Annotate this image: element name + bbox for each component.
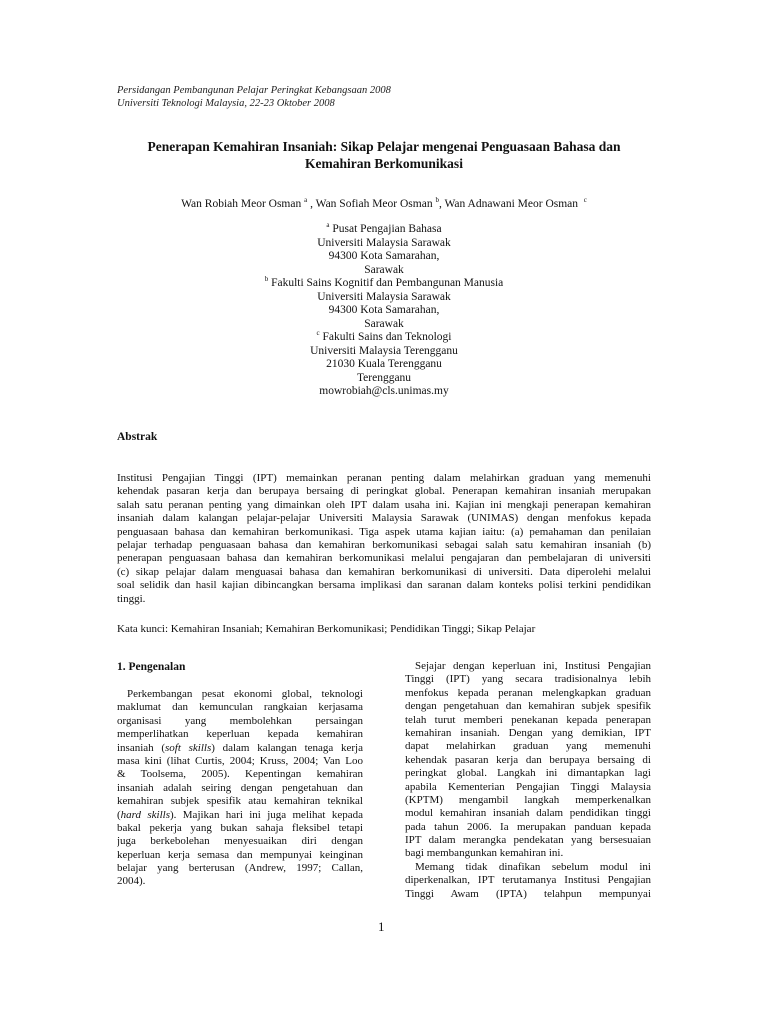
- body-line: dapat melahirkan graduan yang memenuhi: [405, 740, 651, 753]
- paper-title: [100, 138, 668, 172]
- affiliation-b-line: 94300 Kota Samarahan,: [328, 304, 440, 316]
- paper-title-line-2: Kemahiran Berkomunikasi: [305, 156, 463, 171]
- body-line: modul kemahiran insaniah dalam pendidikan tinggi: [405, 807, 651, 820]
- affiliation-mark: a: [326, 221, 330, 230]
- affiliation-c-line: Universiti Malaysia Terengganu: [310, 344, 458, 357]
- body-line: belajar yang berterusan (Andrew, 1997; Callan,: [117, 862, 363, 875]
- affiliation-b-line: Universiti Malaysia Sarawak: [317, 290, 451, 303]
- affiliations: [200, 223, 568, 399]
- abstract-line: Institusi Pengajian Tinggi (IPT) memainkan peranan penting dalam melahirkan graduan yang memenuhi: [117, 472, 651, 484]
- abstract-line: kehendak pasaran kerja dan berupaya bersaing di peringkat global. Penerapan kemahiran insaniah merupakan: [117, 485, 651, 498]
- body-line: Tinggi Awam (IPTA) telahpun mempunyai: [405, 887, 651, 900]
- affiliation-a-line: $^a$ Pusat Pengajian Bahasa: [326, 221, 442, 235]
- affiliation-b-line: Sarawak: [364, 317, 404, 330]
- body-line: Sejajar dengan keperluan ini, Institusi Pengajian: [415, 660, 651, 672]
- affiliation-c-line: $^c$ Fakulti Sains dan Teknologi: [316, 329, 452, 343]
- body-line: apabila Kementerian Pengajian Tinggi Malaysia: [405, 780, 651, 793]
- body-line: keperluan kerja semasa dan mempunyai keinginan: [117, 848, 363, 861]
- body-line: masa kini (lihat Curtis, 2004; Kruss, 2004; Van Loo: [117, 754, 363, 767]
- right-column: [405, 660, 651, 901]
- body-line: juga berkebolehan menyesuaikan diri dengan: [117, 835, 363, 848]
- body-line: diperkenalkan, IPT terutamanya Institusi Pengajian: [405, 874, 651, 887]
- affiliation-a-line: Sarawak: [364, 263, 404, 276]
- author-name: Wan Robiah Meor Osman: [181, 198, 302, 210]
- abstract-line: penerapan penguasaan bahasa dan kemahiran berkomunikasi melalui pengajaran dan pembelajaran di universiti: [117, 552, 651, 565]
- author-email: mowrobiah@cls.unimas.my: [319, 385, 449, 397]
- left-column: [117, 661, 363, 889]
- body-line: menfokus kepada peranan melengkapkan graduan: [405, 686, 651, 699]
- affiliation-a-line: Universiti Malaysia Sarawak: [317, 236, 451, 249]
- paper-title-line-1: Penerapan Kemahiran Insaniah: Sikap Pelajar mengenai Penguasaan Bahasa dan: [147, 139, 621, 154]
- italic-term: soft skills: [165, 741, 212, 754]
- body-line: & Toolsema, 2005). Kepentingan kemahiran: [117, 768, 363, 781]
- affiliation-c-line: 21030 Kuala Terengganu: [326, 358, 442, 370]
- author-affiliation-mark: b: [435, 196, 439, 205]
- body-line: dengan pengetahuan dan kemahiran subjek spesifik: [405, 700, 651, 713]
- body-line: memperlihatkan keperluan kepada kemahiran: [117, 728, 363, 741]
- keywords: Kata kunci: Kemahiran Insaniah; Kemahiran Berkomunikasi; Pendidikan Tinggi; Sikap Pelajar: [117, 623, 536, 635]
- author-list: [100, 197, 668, 211]
- body-line: pada tahun 2006. Ia merupakan panduan kepada: [405, 820, 651, 833]
- body-line: bagi membangunkan kemahiran ini.: [405, 847, 564, 860]
- author-affiliation-mark: a: [304, 196, 308, 205]
- conference-name: Persidangan Pembangunan Pelajar Peringkat Kebangsaan 2008: [117, 85, 391, 96]
- italic-term: hard skills: [120, 808, 171, 821]
- body-line: peringkat global. Langkah ini dimantapkan lagi: [405, 767, 651, 780]
- body-line: IPT dalam merangka pendekatan yang bersesuaian: [405, 834, 651, 847]
- body-line: organisasi yang membolehkan persaingan: [117, 714, 363, 727]
- author-separator: ,: [438, 198, 445, 210]
- affiliation-mark: c: [316, 329, 320, 338]
- abstract-body: [117, 472, 651, 606]
- page-number: 1: [378, 919, 385, 934]
- author-separator: ,: [307, 198, 316, 210]
- body-line: Memang tidak dinafikan sebelum modul ini: [415, 860, 651, 873]
- abstract-line: (c) sikap pelajar dalam menguasai bahasa dan kemahiran berkomunikasi di universiti. Data diperolehi melalui: [117, 565, 651, 578]
- abstract-line: soal selidik dan hasil kajian dibincangkan bersama implikasi dan saranan dalam konteks polisi terkini pendidikan: [117, 579, 651, 592]
- abstract-line: salah satu peranan penting yang dimainkan oleh IPT dalam usaha ini. Kajian ini mengkaji penerapan kemahiran: [117, 498, 651, 511]
- author-name: Wan Adnawani Meor Osman: [444, 198, 579, 210]
- author-affiliation-mark: c: [583, 196, 587, 205]
- abstract-heading: Abstrak: [117, 431, 158, 443]
- abstract-line: tinggi.: [117, 592, 146, 605]
- body-line: bakal pekerja yang bukan sahaja fleksibel tetapi: [117, 821, 363, 834]
- affiliation-a-line: 94300 Kota Samarahan,: [328, 250, 440, 262]
- body-line: telah turut memberi penekanan kepada penerapan: [405, 713, 651, 726]
- abstract-line: insaniah dalam kalangan pelajar-pelajar Universiti Malaysia Sarawak (UNIMAS) dengan menfokus kepada: [117, 512, 651, 525]
- body-line: insaniah (soft skills) dalam kalangan tenaga kerja: [117, 741, 363, 754]
- body-line: kemahiran insaniah. Dengan yang demikian, IPT: [405, 726, 651, 739]
- affiliation-mark: b: [264, 275, 269, 284]
- conference-venue-date: Universiti Teknologi Malaysia, 22-23 Oktober 2008: [117, 98, 335, 109]
- body-line: maklumat dan kemunculan rangkaian kerjasama: [117, 701, 363, 714]
- section-heading: 1. Pengenalan: [117, 661, 186, 673]
- body-line: (hard skills). Majikan hari ini juga melihat kepada: [117, 808, 363, 821]
- body-line: 2004).: [117, 875, 146, 888]
- body-line: kehendak pasaran kerja dan berupaya bersaing di: [405, 753, 651, 766]
- abstract-line: penguasaan bahasa dan kemahiran berkomunikasi. Tiga aspek utama kajian iaitu: (a) pemahaman dan penilaian: [117, 525, 651, 538]
- body-line: (KPTM) mengambil langkah memperkenalkan: [405, 793, 651, 806]
- affiliation-b-line: $^b$ Fakulti Sains Kognitif dan Pembangunan Manusia: [264, 275, 504, 289]
- abstract-line: pelajar terhadap penguasaan bahasa dan kemahiran berkomunikasi sebagai salah satu kemahiran insaniah (b): [117, 538, 651, 551]
- body-line: kemahiran subjek spesifik atau kemahiran teknikal: [117, 795, 363, 808]
- body-line: Tinggi (IPT) yang secara tradisionalnya lebih: [405, 673, 651, 686]
- conference-header: [117, 84, 391, 110]
- author-name: Wan Sofiah Meor Osman: [315, 198, 433, 210]
- body-line: insaniah adalah seiring dengan pengetahuan dan: [117, 781, 363, 794]
- affiliation-c-line: Terengganu: [356, 371, 412, 384]
- body-line: Perkembangan pesat ekonomi global, teknologi: [127, 688, 363, 700]
